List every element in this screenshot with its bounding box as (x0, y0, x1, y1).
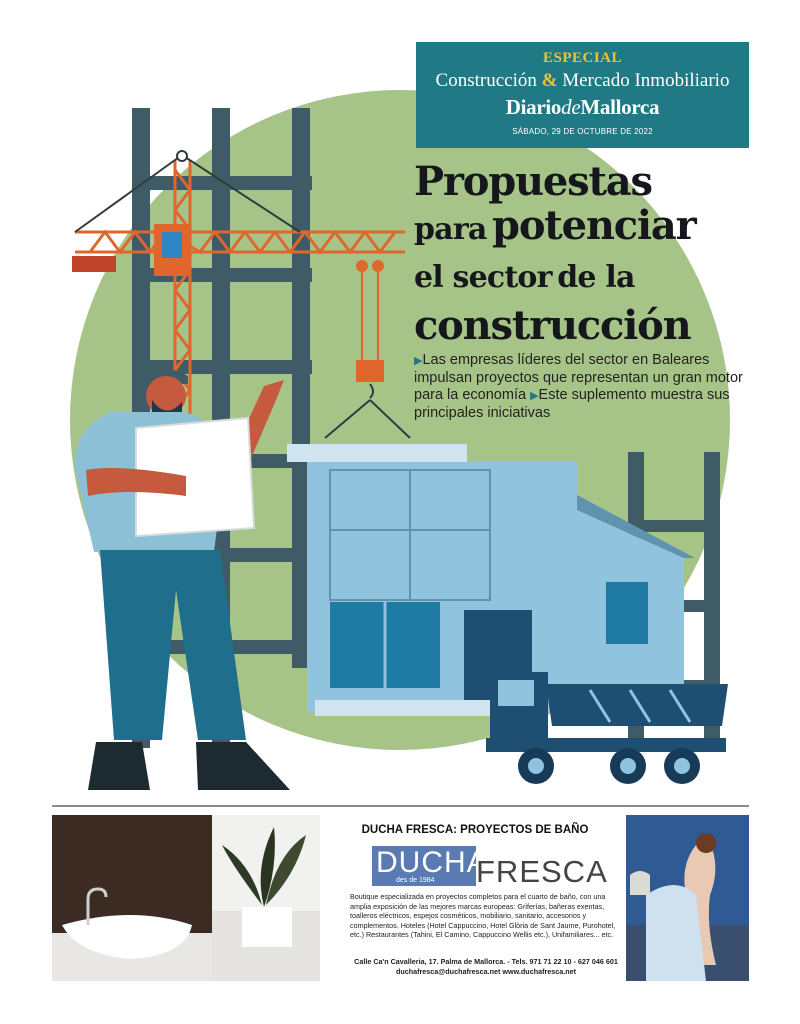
ad-address: Calle Ca'n Cavalleria, 17. Palma de Mallorca. - Tels. 971 71 22 10 - 627 046 601 (354, 957, 618, 966)
title-part-2: Mercado Inmobiliario (562, 70, 730, 91)
headline-line-3b: de la (557, 260, 635, 295)
title-ampersand: & (541, 70, 558, 91)
headline-line-2a: para (414, 212, 487, 247)
lead-paragraph (414, 352, 754, 422)
plant-photo (212, 815, 320, 981)
headline-line-3a: el sector (414, 260, 552, 295)
lead-part-1: Las empresas líderes del sector en Baleares impulsan proyectos que representan un gran motor para la economía (414, 352, 743, 403)
logo-word-1: Diario (505, 95, 562, 119)
headline-line-1: Propuestas (414, 158, 652, 205)
newspaper-logo (416, 95, 749, 120)
section-kicker: ESPECIAL (542, 50, 623, 66)
logo-word-3: Mallorca (580, 95, 660, 119)
lead-part-2: Este suplemento muestra sus principales iniciativas (414, 387, 730, 421)
publication-date: SÁBADO, 29 DE OCTUBRE DE 2022 (512, 127, 653, 136)
ad-contact (336, 957, 636, 976)
ad-body-text: Boutique especializada en proyectos completos para el cuarto de baño, con una amplia exposición de las mejores marcas europeas: Griferías, bañeras exentas, toalleros eléctricos, espejos cosméticos, mobiliario, sanitario, accesorios y complementos. Hoteles (Hotel Cappuccino, Hotel Glòria de Sant Jaume, Purohotel, etc.) Restaurantes (Tahini, El Camino, Cappuccino Wellis etc.), Unifamiliares... etc. (350, 892, 616, 940)
bullet-triangle-icon: ▶ (414, 355, 423, 367)
supplement-masthead (416, 42, 749, 148)
logo-ducha: DUCHA (376, 846, 488, 879)
ad-title: DUCHA FRESCA: PROYECTOS DE BAÑO (361, 824, 589, 836)
headline-line-2b: potenciar (492, 202, 696, 249)
truck (486, 672, 728, 784)
logo-word-2: de (561, 95, 581, 119)
logo-since: des de 1984 (396, 877, 435, 884)
headline (414, 160, 784, 348)
ad-divider (52, 805, 749, 807)
logo-fresca: FRESCA (476, 854, 608, 889)
headline-line-4: construcción (414, 302, 691, 349)
supplement-title (416, 70, 749, 92)
title-part-1: Construcción (435, 70, 537, 91)
bullet-triangle-icon: ▶ (530, 390, 539, 402)
painting-photo (626, 815, 749, 981)
bathtub-photo (52, 815, 212, 981)
ad-web-email: duchafresca@duchafresca.net www.duchafresca.net (395, 966, 577, 976)
ducha-fresca-logo (372, 846, 488, 886)
